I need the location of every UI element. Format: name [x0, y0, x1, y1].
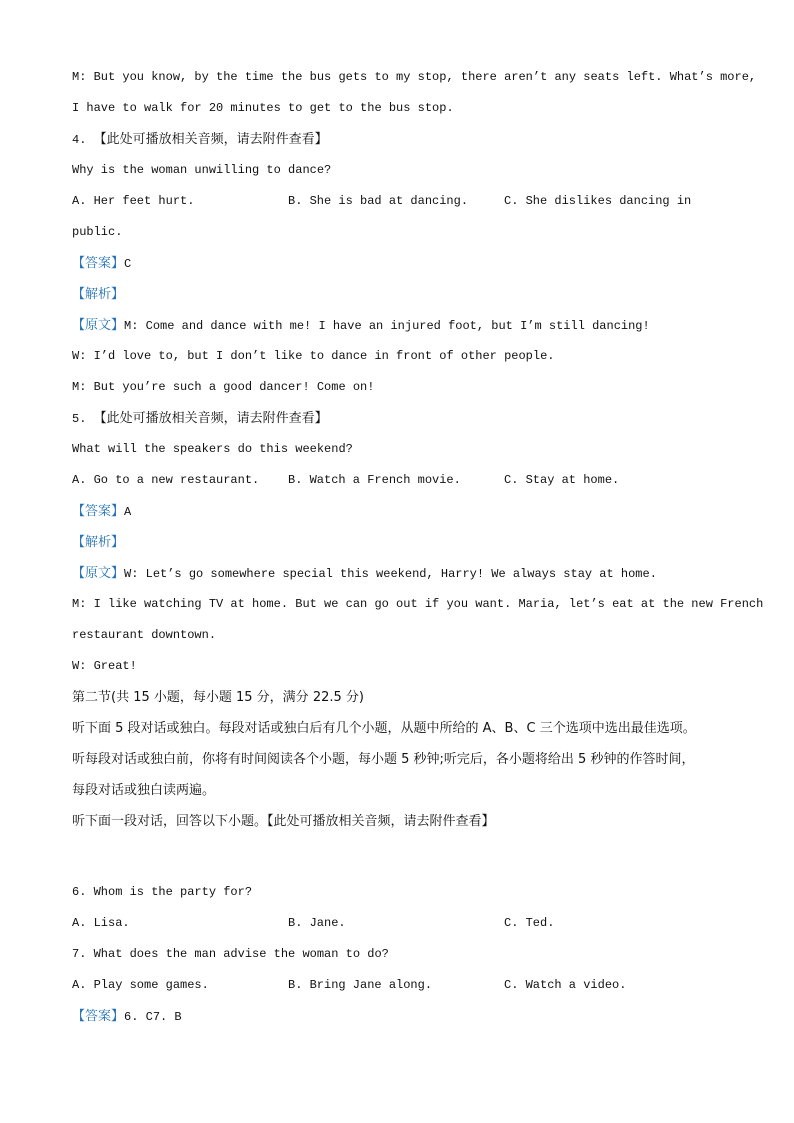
transcript-label: 【原文】: [72, 318, 125, 333]
question-number: 4.: [72, 133, 94, 147]
audio-tag[interactable]: 【此处可播放相关音频，请去附件查看】: [93, 411, 328, 426]
answer-value: A: [124, 505, 132, 519]
options-row: [72, 908, 732, 939]
section-title: 第二节(共 15 小题，每小题 15 分，满分 22.5 分): [72, 690, 364, 705]
answer-value: C: [124, 257, 132, 271]
option-c-continuation: public.: [72, 225, 123, 239]
listen-instruction: 听下面一段对话，回答以下小题。【此处可播放相关音频，请去附件查看】: [72, 814, 495, 829]
question-number: 5.: [72, 412, 94, 426]
audio-tag[interactable]: 【此处可播放相关音频，请去附件查看】: [93, 132, 328, 147]
answer-label: 【答案】: [72, 1009, 125, 1024]
question-text: 6. Whom is the party for?: [72, 885, 253, 899]
option-b: B. Watch a French movie.: [288, 473, 461, 487]
question-text: Why is the woman unwilling to dance?: [72, 163, 332, 177]
dialogue-line: I have to walk for 20 minutes to get to the bus stop.: [72, 101, 454, 115]
option-c: C. Stay at home.: [504, 473, 620, 487]
option-b: B. Jane.: [288, 916, 346, 930]
spacer: [72, 837, 732, 877]
question-header: [72, 403, 732, 434]
question-text: 7. What does the man advise the woman to do?: [72, 947, 389, 961]
section-instruction: 听下面 5 段对话或独白。每段对话或独白后有几个小题，从题中所给的 A、B、C 三个选项中选出最佳选项。: [72, 721, 696, 736]
document-page: [72, 62, 764, 1032]
transcript-line: W: I’d love to, but I don’t like to dance in front of other people.: [72, 349, 555, 363]
option-b: B. Bring Jane along.: [288, 978, 433, 992]
options-row: [72, 186, 732, 217]
options-row: [72, 970, 732, 1001]
analysis-line: [72, 279, 732, 310]
transcript-label: 【原文】: [72, 566, 125, 581]
answer-label: 【答案】: [72, 504, 125, 519]
transcript-line: W: Great!: [72, 659, 137, 673]
option-a: A. Her feet hurt.: [72, 194, 195, 208]
analysis-line: [72, 527, 732, 558]
transcript-line: restaurant downtown.: [72, 628, 217, 642]
question-header: [72, 124, 732, 155]
question-text: What will the speakers do this weekend?: [72, 442, 353, 456]
option-a: A. Lisa.: [72, 916, 130, 930]
transcript-text: W: Let’s go somewhere special this weekend, Harry! We always stay at home.: [124, 567, 657, 581]
answer-line: [72, 1001, 732, 1032]
options-row: [72, 465, 732, 496]
transcript-line: [72, 310, 732, 341]
transcript-text: M: Come and dance with me! I have an injured foot, but I’m still dancing!: [124, 319, 650, 333]
analysis-label: 【解析】: [72, 535, 125, 550]
answer-value: 6. C7. B: [124, 1010, 182, 1024]
analysis-label: 【解析】: [72, 287, 125, 302]
option-c: C. Watch a video.: [504, 978, 627, 992]
answer-label: 【答案】: [72, 256, 125, 271]
answer-line: [72, 248, 732, 279]
option-c: C. She dislikes dancing in: [504, 194, 692, 208]
dialogue-line: M: But you know, by the time the bus gets to my stop, there aren’t any seats left. What’s more,: [72, 70, 757, 84]
answer-line: [72, 496, 732, 527]
option-a: A. Play some games.: [72, 978, 209, 992]
section-instruction: 听每段对话或独白前，你将有时间阅读各个小题，每小题 5 秒钟;听完后，各小题将给出 5 秒钟的作答时间，: [72, 752, 695, 767]
transcript-line: [72, 558, 732, 589]
option-a: A. Go to a new restaurant.: [72, 473, 260, 487]
section-instruction: 每段对话或独白读两遍。: [72, 783, 216, 798]
option-b: B. She is bad at dancing.: [288, 194, 469, 208]
option-c: C. Ted.: [504, 916, 555, 930]
transcript-line: M: I like watching TV at home. But we can go out if you want. Maria, let’s eat at the new French: [72, 597, 764, 611]
transcript-line: M: But you’re such a good dancer! Come on!: [72, 380, 375, 394]
